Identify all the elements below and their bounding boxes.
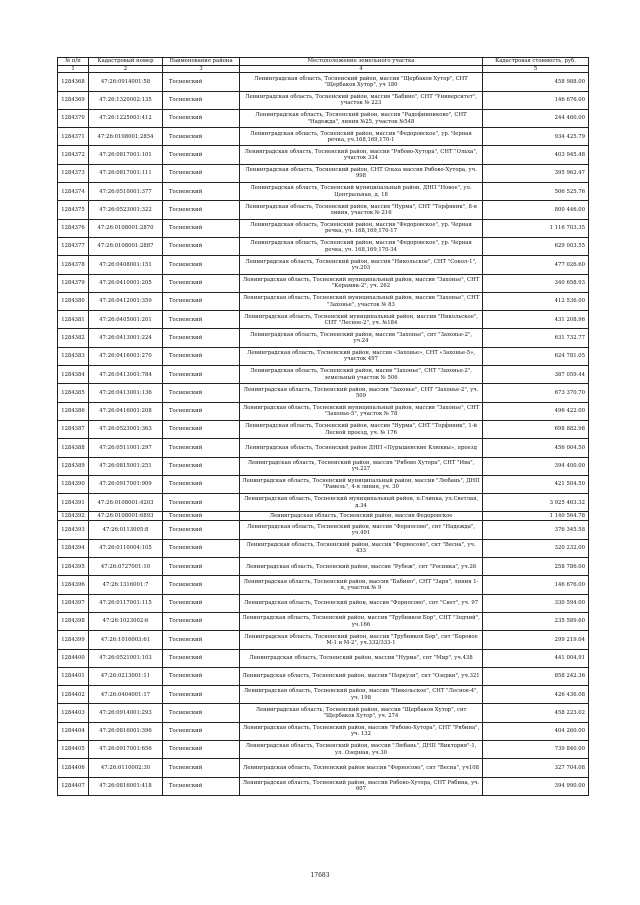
row-number-cell: 1284375	[58, 201, 89, 219]
district-cell: Тосненский	[163, 777, 240, 795]
cadastral-number-cell: 47:26:0412001:359	[89, 292, 163, 310]
cadastral-number-cell: 47:26:0404001:17	[89, 686, 163, 704]
table-row	[58, 128, 589, 146]
cadastral-value-cell: 458 223.02	[483, 704, 589, 722]
table-row	[58, 109, 589, 127]
table-row	[58, 183, 589, 201]
district-cell: Тосненский	[163, 457, 240, 475]
cadastral-number-cell: 47:26:0413001:784	[89, 366, 163, 384]
location-cell: Ленинградская область, Тосненский район, массив "Трубников Бор", СНТ "Зодчий", уч.166	[240, 612, 483, 630]
table-row	[58, 759, 589, 777]
location-cell: Ленинградская область, Тосненский район, массив "Щербаков Хутор", СНТ "Щербаков Хутор", уч 180	[240, 73, 483, 91]
cadastral-value-cell: 496 422.00	[483, 402, 589, 420]
location-cell: Ленинградская область, Тосненский район, массив "Нурма", снт "Мир", уч.438	[240, 649, 483, 667]
cadastral-number-cell: 47:26:0523001:363	[89, 420, 163, 438]
table-row	[58, 594, 589, 612]
location-cell: Ленинградская область, Тосненский район, массив «Захонье», СНТ «Захонье-5», участок 497	[240, 347, 483, 365]
cadastral-value-cell: 698 882.98	[483, 420, 589, 438]
cadastral-value-cell: 1 140 564.78	[483, 512, 589, 521]
row-number-cell: 1284392	[58, 512, 89, 521]
location-cell: Ленинградская область, Тосненский район, массив "Рябово-Хутора", СНТ "Ольха", участок 334	[240, 146, 483, 164]
cadastral-value-cell: 146 676.00	[483, 91, 589, 109]
location-cell: Ленинградская область, Тосненский район, массив "Федоровское", ур. Черная речка, уч.168,169,170-1	[240, 128, 483, 146]
row-number-cell: 1284400	[58, 649, 89, 667]
header-index-4: 4	[240, 66, 483, 73]
district-cell: Тосненский	[163, 722, 240, 740]
table-row	[58, 237, 589, 255]
cadastral-number-cell: 47:26:1316001:7	[89, 576, 163, 594]
district-cell: Тосненский	[163, 539, 240, 557]
cadastral-value-cell: 1 116 703.35	[483, 219, 589, 237]
header-cadastral-number: Кадастровый номер	[89, 58, 163, 66]
row-number-cell: 1284376	[58, 219, 89, 237]
cadastral-value-cell: 934 425.79	[483, 128, 589, 146]
cadastral-number-cell: 47:26:1023002:6	[89, 612, 163, 630]
district-cell: Тосненский	[163, 704, 240, 722]
district-cell: Тосненский	[163, 649, 240, 667]
district-cell: Тосненский	[163, 201, 240, 219]
location-cell: Ленинградская область, Тосненский район, массив "Форносово", снт "Свет", уч. 97	[240, 594, 483, 612]
location-cell: Ленинградская область, Тосненский район, СНТ Ольха массив Рябово-Хутора, уч. 998	[240, 164, 483, 182]
district-cell: Тосненский	[163, 631, 240, 649]
cadastral-number-cell: 47:26:0408001:151	[89, 256, 163, 274]
row-number-cell: 1284390	[58, 475, 89, 493]
location-cell: Ленинградская область, Тосненский район, массив "Форносово", снт "Весна", уч. 433	[240, 539, 483, 557]
row-number-cell: 1284396	[58, 576, 89, 594]
district-cell: Тосненский	[163, 576, 240, 594]
cadastral-value-cell: 340 658.93	[483, 274, 589, 292]
cadastral-number-cell: 47:26:0817001:111	[89, 164, 163, 182]
table-body	[58, 73, 589, 796]
cadastral-value-cell: 673 370.70	[483, 384, 589, 402]
cadastral-number-cell: 47:26:0416001:270	[89, 347, 163, 365]
table-row	[58, 740, 589, 758]
district-cell: Тосненский	[163, 521, 240, 539]
row-number-cell: 1284373	[58, 164, 89, 182]
location-cell: Ленинградская область, Тосненский муниципальный район, массив "Никольское", СНТ "Лесное-2", уч. №184	[240, 311, 483, 329]
cadastral-value-table	[57, 57, 589, 796]
table-row	[58, 164, 589, 182]
cadastral-number-cell: 47:26:0108001:4203	[89, 494, 163, 512]
table-row	[58, 631, 589, 649]
district-cell: Тосненский	[163, 475, 240, 493]
header-index-5: 5	[483, 66, 589, 73]
district-cell: Тосненский	[163, 311, 240, 329]
row-number-cell: 1284388	[58, 439, 89, 457]
cadastral-value-cell: 394 400.00	[483, 457, 589, 475]
row-number-cell: 1284382	[58, 329, 89, 347]
cadastral-number-cell: 47:26:0521001:103	[89, 649, 163, 667]
location-cell: Ленинградская область, Тосненский район, массив "Щербаков Хутор", снт "Щербаков Хутор", уч. 274	[240, 704, 483, 722]
header-cadastral-value: Кадастровая стоимость, руб.	[483, 58, 589, 66]
cadastral-number-cell: 47:26:1016003:61	[89, 631, 163, 649]
table-row	[58, 612, 589, 630]
location-cell: Ленинградская область, Тосненский муниципальный район, массив "Захонье", СНТ "Захонье-5", участок № 78	[240, 402, 483, 420]
location-cell: Ленинградская область, Тосненский район, массив "Федоровское", ур. Черная речка, уч. 168,169,170-34	[240, 237, 483, 255]
cadastral-number-cell: 47:26:0108001:2854	[89, 128, 163, 146]
location-cell: Ленинградская область, Тосненский район, массив "Любань", ДНП "Виктория"-1, ул. Озерная, уч.30	[240, 740, 483, 758]
cadastral-number-cell: 47:26:0108001:6893	[89, 512, 163, 521]
row-number-cell: 1284407	[58, 777, 89, 795]
table-row	[58, 439, 589, 457]
table-row	[58, 329, 589, 347]
cadastral-value-cell: 800 446.00	[483, 201, 589, 219]
row-number-cell: 1284378	[58, 256, 89, 274]
cadastral-value-cell: 299 219.04	[483, 631, 589, 649]
table-row	[58, 384, 589, 402]
table-row	[58, 722, 589, 740]
district-cell: Тосненский	[163, 347, 240, 365]
header-index-2: 2	[89, 66, 163, 73]
district-cell: Тосненский	[163, 686, 240, 704]
row-number-cell: 1284406	[58, 759, 89, 777]
cadastral-value-cell: 631 732.77	[483, 329, 589, 347]
cadastral-value-cell: 404 260.00	[483, 722, 589, 740]
cadastral-value-cell: 506 525.76	[483, 183, 589, 201]
district-cell: Тосненский	[163, 667, 240, 685]
row-number-cell: 1284405	[58, 740, 89, 758]
district-cell: Тосненский	[163, 420, 240, 438]
cadastral-value-cell: 477 026.60	[483, 256, 589, 274]
cadastral-number-cell: 47:26:0410001:205	[89, 274, 163, 292]
location-cell: Ленинградская область, Тосненский район, массив "Нурма", СНТ "Торфяник", 1-й Лесной проезд, уч. № 176	[240, 420, 483, 438]
cadastral-number-cell: 47:26:0110004:105	[89, 539, 163, 557]
location-cell: Ленинградская область, Тосненский муниципальный район, массив "Захонье", СНТ "Захонье", участок № 83	[240, 292, 483, 310]
row-number-cell: 1284401	[58, 667, 89, 685]
district-cell: Тосненский	[163, 612, 240, 630]
cadastral-number-cell: 47:26:0110002:30	[89, 759, 163, 777]
cadastral-value-cell: 258 786.00	[483, 558, 589, 576]
table-row	[58, 494, 589, 512]
table-row	[58, 402, 589, 420]
row-number-cell: 1284370	[58, 109, 89, 127]
header-location: Местоположение земельного участка	[240, 58, 483, 66]
table-row	[58, 91, 589, 109]
location-cell: Ленинградская область, Тосненский район, массив "Захонье", снт "Захонье-2", уч.24	[240, 329, 483, 347]
cadastral-value-cell: 456 004.50	[483, 439, 589, 457]
cadastral-number-cell: 47:26:0213001:11	[89, 667, 163, 685]
cadastral-table-sheet	[57, 57, 588, 796]
district-cell: Тосненский	[163, 274, 240, 292]
location-cell: Ленинградская область, Тосненский район, массив "Форносово", снт "Надежда", уч.491	[240, 521, 483, 539]
district-cell: Тосненский	[163, 594, 240, 612]
table-row	[58, 274, 589, 292]
table-row	[58, 475, 589, 493]
cadastral-number-cell: 47:26:0816001:418	[89, 777, 163, 795]
cadastral-value-cell: 376 345.58	[483, 521, 589, 539]
district-cell: Тосненский	[163, 256, 240, 274]
table-row	[58, 649, 589, 667]
table-row	[58, 457, 589, 475]
cadastral-number-cell: 47:26:0413001:224	[89, 329, 163, 347]
cadastral-number-cell: 47:26:0914001:58	[89, 73, 163, 91]
table-row	[58, 366, 589, 384]
cadastral-value-cell: 431 208.96	[483, 311, 589, 329]
table-row	[58, 558, 589, 576]
cadastral-number-cell: 47:26:0108001:2870	[89, 219, 163, 237]
cadastral-number-cell: 47:26:0815001:251	[89, 457, 163, 475]
row-number-cell: 1284403	[58, 704, 89, 722]
cadastral-value-cell: 146 676.00	[483, 576, 589, 594]
cadastral-number-cell: 47:26:1320002:135	[89, 91, 163, 109]
table-row	[58, 420, 589, 438]
location-cell: Ленинградская область, Тосненский район массив "Форносово", снт "Весна", уч108	[240, 759, 483, 777]
cadastral-number-cell: 47:26:0113005:8	[89, 521, 163, 539]
header-index-row	[58, 66, 589, 73]
location-cell: Ленинградская область, Тосненский район, массив "Никольское", СНТ "Лесное-4", уч. 198	[240, 686, 483, 704]
location-cell: Ленинградская область, Тосненский район, массив "Трубников Бор", снт "Боровое М-1 и М-2", уч.332/333-1	[240, 631, 483, 649]
row-number-cell: 1284372	[58, 146, 89, 164]
row-number-cell: 1284385	[58, 384, 89, 402]
row-number-cell: 1284391	[58, 494, 89, 512]
cadastral-number-cell: 47:26:0108001:2887	[89, 237, 163, 255]
row-number-cell: 1284381	[58, 311, 89, 329]
table-row	[58, 521, 589, 539]
district-cell: Тосненский	[163, 494, 240, 512]
cadastral-value-cell: 320 232.00	[483, 539, 589, 557]
location-cell: Ленинградская область, Тосненский муниципальный район, п.Глинка, ул.Светлая, д.34	[240, 494, 483, 512]
cadastral-number-cell: 47:26:0914001:293	[89, 704, 163, 722]
row-number-cell: 1284387	[58, 420, 89, 438]
district-cell: Тосненский	[163, 128, 240, 146]
cadastral-number-cell: 47:26:0510001:377	[89, 183, 163, 201]
row-number-cell: 1284369	[58, 91, 89, 109]
district-cell: Тосненский	[163, 73, 240, 91]
district-cell: Тосненский	[163, 292, 240, 310]
cadastral-value-cell: 235 589.60	[483, 612, 589, 630]
district-cell: Тосненский	[163, 759, 240, 777]
district-cell: Тосненский	[163, 439, 240, 457]
cadastral-value-cell: 3 925 463.32	[483, 494, 589, 512]
header-index-1: 1	[58, 66, 89, 73]
location-cell: Ленинградская область, Тосненский район, массив "Радофинниково", СНТ "Надежда", линия №25, участок №548	[240, 109, 483, 127]
row-number-cell: 1284404	[58, 722, 89, 740]
table-row	[58, 539, 589, 557]
district-cell: Тосненский	[163, 146, 240, 164]
table-row	[58, 311, 589, 329]
cadastral-value-cell: 739 840.00	[483, 740, 589, 758]
cadastral-value-cell: 327 704.08	[483, 759, 589, 777]
location-cell: Ленинградская область, Тосненский район, массив "Поркузи", снт "Озерки", уч.321	[240, 667, 483, 685]
row-number-cell: 1284371	[58, 128, 89, 146]
district-cell: Тосненский	[163, 512, 240, 521]
district-cell: Тосненский	[163, 237, 240, 255]
cadastral-value-cell: 330 594.00	[483, 594, 589, 612]
cadastral-number-cell: 47:26:0117001:115	[89, 594, 163, 612]
table-row	[58, 256, 589, 274]
row-number-cell: 1284386	[58, 402, 89, 420]
cadastral-number-cell: 47:26:0511001:297	[89, 439, 163, 457]
table-row	[58, 73, 589, 91]
location-cell: Ленинградская область, Тосненский район, массив Федоровское	[240, 512, 483, 521]
row-number-cell: 1284398	[58, 612, 89, 630]
location-cell: Ленинградская область, Тосненский район, массив "Захонье", СНТ "Захонье-2", уч. 509	[240, 384, 483, 402]
cadastral-value-cell: 421 504.50	[483, 475, 589, 493]
table-row	[58, 576, 589, 594]
location-cell: Ленинградская область, Тосненский район ДНП «Пурышевские Клюквы», проезд	[240, 439, 483, 457]
table-row	[58, 704, 589, 722]
location-cell: Ленинградская область, Тосненский муниципальный район, массив "Любань", ДНП "Рамель", 4-я линия, уч. 30	[240, 475, 483, 493]
cadastral-value-cell: 858 242.36	[483, 667, 589, 685]
cadastral-number-cell: 47:26:0917001:909	[89, 475, 163, 493]
cadastral-value-cell: 412 536.00	[483, 292, 589, 310]
table-row	[58, 667, 589, 685]
district-cell: Тосненский	[163, 558, 240, 576]
cadastral-number-cell: 47:26:0817001:101	[89, 146, 163, 164]
location-cell: Ленинградская область, Тосненский район, массив "Рябово Хутора", СНТ "Ива", уч.227	[240, 457, 483, 475]
cadastral-number-cell: 47:26:0405001:201	[89, 311, 163, 329]
cadastral-value-cell: 244 460.00	[483, 109, 589, 127]
location-cell: Ленинградская область, Тосненский район, массив Рябово-Хутора, СНТ Рябина, уч. 607	[240, 777, 483, 795]
location-cell: Ленинградская область, Тосненский район, массив "Бабино", СНТ "Заря", линия 1-я, участок № 9	[240, 576, 483, 594]
header-district: Наименование района	[163, 58, 240, 66]
row-number-cell: 1284383	[58, 347, 89, 365]
cadastral-number-cell: 47:26:0416001:208	[89, 402, 163, 420]
district-cell: Тосненский	[163, 183, 240, 201]
location-cell: Ленинградская область, Тосненский район, массив "Никольское", СНТ "Сокол-1", уч.203	[240, 256, 483, 274]
header-index-3: 3	[163, 66, 240, 73]
table-row	[58, 347, 589, 365]
row-number-cell: 1284397	[58, 594, 89, 612]
header-number: № п/п	[58, 58, 89, 66]
table-row	[58, 146, 589, 164]
row-number-cell: 1284394	[58, 539, 89, 557]
cadastral-value-cell: 426 436.08	[483, 686, 589, 704]
district-cell: Тосненский	[163, 329, 240, 347]
cadastral-number-cell: 47:26:0917001:656	[89, 740, 163, 758]
district-cell: Тосненский	[163, 366, 240, 384]
row-number-cell: 1284380	[58, 292, 89, 310]
location-cell: Ленинградская область, Тосненский муниципальный район, массив "Захонье", СНТ "Керамик-2", уч. 262	[240, 274, 483, 292]
cadastral-number-cell: 47:26:1225001:412	[89, 109, 163, 127]
district-cell: Тосненский	[163, 164, 240, 182]
district-cell: Тосненский	[163, 109, 240, 127]
cadastral-number-cell: 47:26:0523001:322	[89, 201, 163, 219]
location-cell: Ленинградская область, Тосненский район, массив "Бабино", СНТ "Университет", участок № 223	[240, 91, 483, 109]
cadastral-value-cell: 387 059.44	[483, 366, 589, 384]
row-number-cell: 1284402	[58, 686, 89, 704]
district-cell: Тосненский	[163, 740, 240, 758]
header-row	[58, 58, 589, 66]
district-cell: Тосненский	[163, 219, 240, 237]
location-cell: Ленинградская область, Тосненский район, массив "Рябово-Хутора", СНТ "Рябина", уч. 132	[240, 722, 483, 740]
location-cell: Ленинградская область, Тосненский район, массив "Федоровское", ур. Черная речка, уч. 168,169,170-17	[240, 219, 483, 237]
page-number: 17683	[310, 872, 330, 879]
location-cell: Ленинградская область, Тосненский район, масив "Захонье", СНТ "Захонье-2", земельный участок № 506	[240, 366, 483, 384]
row-number-cell: 1284393	[58, 521, 89, 539]
row-number-cell: 1284368	[58, 73, 89, 91]
table-row	[58, 777, 589, 795]
cadastral-value-cell: 629 003.55	[483, 237, 589, 255]
table-row	[58, 219, 589, 237]
row-number-cell: 1284399	[58, 631, 89, 649]
row-number-cell: 1284389	[58, 457, 89, 475]
table-row	[58, 512, 589, 521]
district-cell: Тосненский	[163, 91, 240, 109]
cadastral-value-cell: 624 781.05	[483, 347, 589, 365]
table-row	[58, 686, 589, 704]
cadastral-value-cell: 403 945.48	[483, 146, 589, 164]
row-number-cell: 1284395	[58, 558, 89, 576]
cadastral-value-cell: 395 962.47	[483, 164, 589, 182]
table-row	[58, 201, 589, 219]
district-cell: Тосненский	[163, 402, 240, 420]
cadastral-value-cell: 394 990.00	[483, 777, 589, 795]
cadastral-value-cell: 441 004.91	[483, 649, 589, 667]
cadastral-number-cell: 47:26:0413001:136	[89, 384, 163, 402]
table-row	[58, 292, 589, 310]
cadastral-value-cell: 458 988.00	[483, 73, 589, 91]
cadastral-number-cell: 47:26:0727001:10	[89, 558, 163, 576]
cadastral-number-cell: 47:26:0816001:396	[89, 722, 163, 740]
row-number-cell: 1284384	[58, 366, 89, 384]
location-cell: Ленинградская область, Тосненский район, массив "Нурма", СНТ "Торфяник", 8-я линия, участок № 216	[240, 201, 483, 219]
row-number-cell: 1284379	[58, 274, 89, 292]
location-cell: Ленинградская область, Тосненский район, массив "Рубеж", снт "Росинка", уч.26	[240, 558, 483, 576]
row-number-cell: 1284374	[58, 183, 89, 201]
district-cell: Тосненский	[163, 384, 240, 402]
location-cell: Ленинградская область, Тосненский муниципальный район, ДНП "Новое", ул. Центральная, д. 18	[240, 183, 483, 201]
row-number-cell: 1284377	[58, 237, 89, 255]
